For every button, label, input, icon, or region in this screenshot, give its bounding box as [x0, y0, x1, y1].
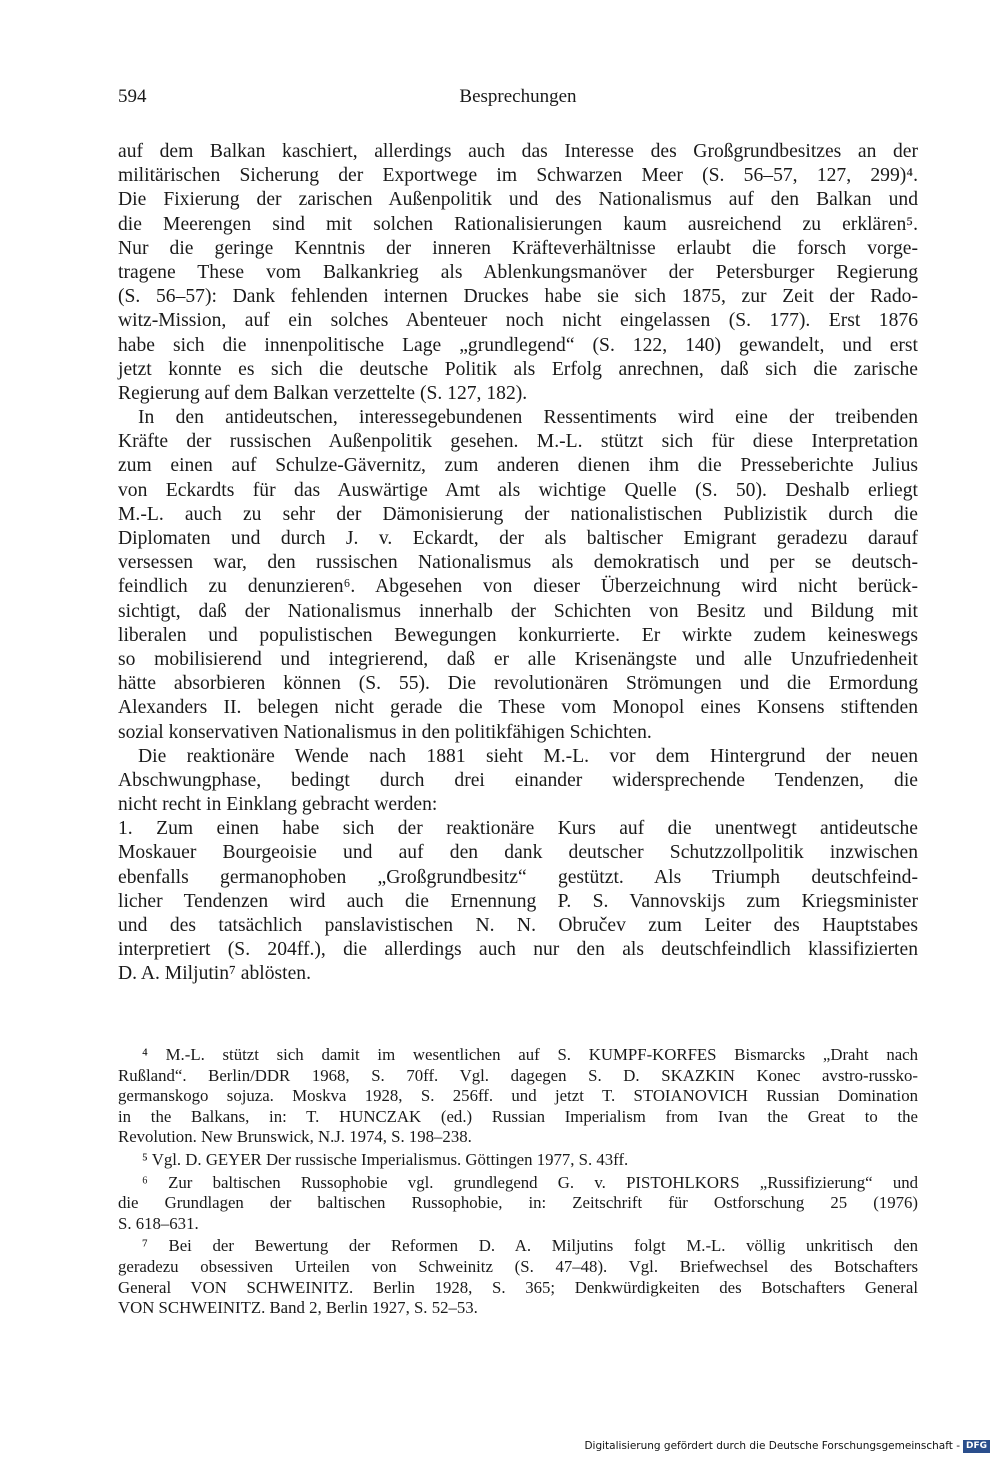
- text-line: militärischen Sicherung der Exportwege im Schwarzen Meer (S. 56–57, 127, 299)⁴.: [118, 165, 918, 187]
- text-line: sichtigt, daß der Nationalismus innerhalb der Schichten von Besitz und Bildung mit: [118, 600, 918, 622]
- text-line: habe sich die innenpolitische Lage „grundlegend“ (S. 122, 140) gewandelt, und erst: [118, 334, 918, 356]
- footnote-line: General VON SCHWEINITZ. Berlin 1928, S. 365; Denkwürdigkeiten des Botschafters General: [118, 1277, 918, 1297]
- text-line: Die Fixierung der zarischen Außenpolitik und des Nationalismus auf den Balkan und: [118, 189, 918, 211]
- text-line: M.-L. auch zu sehr der Dämonisierung der nationalistischen Publizistik durch die: [118, 503, 918, 525]
- footnote-line: in the Balkans, in: T. HUNCZAK (ed.) Russian Imperialism from Ivan the Great to the: [118, 1106, 918, 1126]
- footnote-line: S. 618–631.: [118, 1213, 199, 1233]
- running-title: Besprechungen: [459, 86, 577, 107]
- footnotes: [118, 1045, 918, 1319]
- page-number: 594: [118, 86, 147, 107]
- footnote-line: Rußland“. Berlin/DDR 1968, S. 70ff. Vgl. dagegen S. D. SKAZKIN Konec avstro-russko-: [118, 1065, 918, 1085]
- text-line: nicht recht in Einklang gebracht werden:: [118, 794, 438, 816]
- text-line: liberalen und populistischen Bewegungen konkurrierte. Er wirkte zudem keineswegs: [118, 624, 918, 646]
- text-line: Nur die geringe Kenntnis der inneren Kräfteverhältnisse erlaubt die forsch vorge-: [118, 237, 918, 259]
- text-line: Kräfte der russischen Außenpolitik gesehen. M.-L. stützt sich für diese Interpretation: [118, 431, 918, 453]
- funding-notice: Digitalisierung gefördert durch die Deutsche Forschungsgemeinschaft -: [584, 1440, 960, 1452]
- text-line: die Meerengen sind mit solchen Rationalisierungen kaum ausreichend zu erklären⁵.: [118, 213, 918, 235]
- text-line: licher Tendenzen wird auch die Ernennung P. S. Vannovskijs zum Kriegsminister: [118, 890, 918, 912]
- footnote-line: ⁴ M.-L. stützt sich damit im wesentlichen auf S. KUMPF-KORFES Bismarcks „Draht nach: [142, 1045, 918, 1064]
- text-line: sozial konservativen Nationalismus in den politikfähigen Schichten.: [118, 721, 652, 743]
- text-line: hätte absorbieren können (S. 55). Die revolutionären Strömungen und die Ermordung: [118, 673, 918, 695]
- text-line: In den antideutschen, interessegebundenen Ressentiments wird eine der treibenden: [138, 407, 918, 429]
- text-line: versessen war, den russischen Nationalismus als demokratisch und per se deutsch-: [118, 552, 918, 574]
- footnote-line: geradezu obsessiven Urteilen von Schweinitz (S. 47–48). Vgl. Briefwechsel des Botschafters: [118, 1256, 918, 1276]
- text-line: D. A. Miljutin⁷ ablösten.: [118, 963, 311, 985]
- footnote-line: VON SCHWEINITZ. Band 2, Berlin 1927, S. 52–53.: [118, 1298, 478, 1318]
- text-line: und des tatsächlich panslavistischen N. N. Obručev zum Leiter des Hauptstabes: [118, 915, 918, 936]
- dfg-logo: DFG: [963, 1440, 990, 1453]
- text-line: ebenfalls germanophoben „Großgrundbesitz“ gestützt. Als Triumph deutschfeind-: [118, 866, 918, 888]
- footnote-line: ⁶ Zur baltischen Russophobie vgl. grundlegend G. v. PISTOHLKORS „Russifizierung“ und: [142, 1172, 918, 1192]
- text-line: zum einen auf Schulze-Gävernitz, zum anderen dienen ihm die Presseberichte Julius: [118, 455, 918, 477]
- text-line: Abschwungphase, bedingt durch drei einander widersprechende Tendenzen, die: [118, 769, 918, 791]
- page-header: [118, 86, 918, 116]
- text-line: interpretiert (S. 204ff.), die allerdings auch nur den als deutschfeindlich klassifizierten: [118, 939, 918, 961]
- text-line: Die reaktionäre Wende nach 1881 sieht M.-L. vor dem Hintergrund der neuen: [138, 745, 918, 767]
- digitization-footer: [584, 1439, 990, 1453]
- footnote-line: ⁷ Bei der Bewertung der Reformen D. A. Miljutins folgt M.-L. völlig unkritisch den: [142, 1236, 918, 1256]
- text-line: Moskauer Bourgeoisie und auf den dank deutscher Schutzzollpolitik inzwischen: [118, 842, 918, 864]
- text-line: (S. 56–57): Dank fehlenden internen Druckes habe sie sich 1875, zur Zeit der Rado-: [118, 286, 918, 308]
- footnote-line: ⁵ Vgl. D. GEYER Der russische Imperialismus. Göttingen 1977, S. 43ff.: [142, 1149, 629, 1169]
- footnote-line: germanskogo sojuza. Moskva 1928, S. 256ff. und jetzt T. STOIANOVICH Russian Domination: [118, 1086, 918, 1106]
- text-line: Diplomaten und durch J. v. Eckardt, der als baltischer Emigrant geradezu darauf: [118, 528, 918, 549]
- body-text: [118, 140, 918, 987]
- text-line: feindlich zu denunzieren⁶. Abgesehen von dieser Überzeichnung wird nicht berück-: [118, 576, 918, 598]
- text-line: witz-Mission, auf ein solches Abenteuer noch nicht eingelassen (S. 177). Erst 1876: [118, 310, 918, 332]
- text-line: jetzt konnte es sich die deutsche Politik als Erfolg anrechnen, daß sich die zarische: [118, 358, 918, 380]
- text-line: tragene These vom Balkankrieg als Ablenkungsmanöver der Petersburger Regierung: [118, 261, 918, 283]
- footnote-line: die Grundlagen der baltischen Russophobie, in: Zeitschrift für Ostforschung 25 (1976): [118, 1193, 918, 1213]
- text-line: 1. Zum einen habe sich der reaktionäre Kurs auf die unentwegt antideutsche: [118, 818, 918, 840]
- footnote-line: Revolution. New Brunswick, N.J. 1974, S. 198–238.: [118, 1127, 472, 1147]
- text-line: Alexanders II. belegen nicht gerade die These vom Monopol eines Konsens stiftenden: [118, 697, 918, 719]
- text-line: auf dem Balkan kaschiert, allerdings auch das Interesse des Großgrundbesitzes an der: [118, 141, 918, 162]
- text-line: Regierung auf dem Balkan verzettelte (S. 127, 182).: [118, 382, 528, 404]
- text-line: von Eckardts für das Auswärtige Amt als wichtige Quelle (S. 50). Deshalb erliegt: [118, 479, 918, 501]
- text-line: so mobilisierend und integrierend, daß er alle Krisenängste und alle Unzufriedenheit: [118, 648, 918, 670]
